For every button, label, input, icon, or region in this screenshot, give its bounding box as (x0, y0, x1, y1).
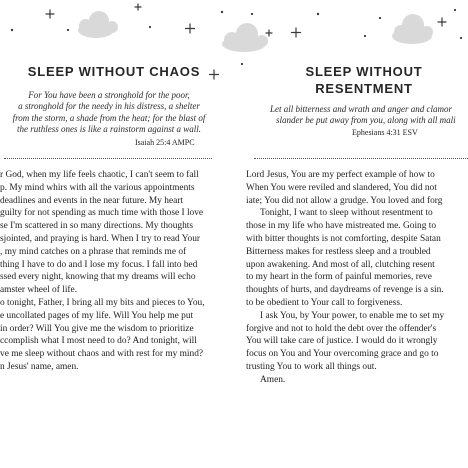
body-line: forgive and not to hold the debt over the offender's (246, 323, 437, 334)
body-line: trusting You to work all things out. (246, 361, 377, 372)
body-line: iate; You did not allow a grudge. You loved and forg (246, 195, 443, 206)
title-line: SLEEP WITHOUT (305, 64, 423, 79)
body-line: r God, when my life feels chaotic, I can't seem to fall (0, 170, 199, 180)
body-line: thoughts of hurts, and daydreams of revenge is a sin. (246, 285, 444, 296)
body-line: thing I have to do and I lose my focus. I fall into bed (0, 259, 198, 270)
scripture-reference: Isaiah 25:4 AMPC (135, 138, 195, 147)
prayer-body (246, 169, 444, 387)
body-line: amster wheel of life. (0, 285, 78, 296)
verse-line: slander be put away from you, along with all mali (276, 115, 456, 126)
body-line: Tonight, I want to sleep without resentment to (260, 208, 433, 219)
body-line: focus on You and Your overcoming grace and go to (246, 349, 439, 360)
body-line: upon awakening. And most of all, clutching resent (246, 259, 435, 270)
body-line: sjointed, and praying is hard. When I try to read Your (0, 233, 201, 244)
page-title: SLEEP WITHOUT CHAOS (27, 64, 201, 79)
body-line: deadlines and events in the near future. My heart (0, 195, 184, 206)
body-line: those in my life who have mistreated me. Going to (246, 221, 437, 232)
body-line: se I'm scattered in so many directions. My thoughts (0, 221, 194, 232)
body-line: ve me sleep without chaos and with rest for my mind? (0, 349, 204, 360)
divider (4, 158, 212, 159)
body-line: to my heart in the form of painful memories, reve (246, 272, 432, 283)
body-line: , my mind catches on a phrase that reminds me of (0, 246, 187, 257)
body-line: n Jesus' name, amen. (0, 361, 79, 372)
body-line: Lord Jesus, You are my perfect example of how to (246, 170, 435, 180)
verse-line: from the storm, a shade from the heat; for the blast of (12, 112, 206, 123)
body-line: to be obedient to Your call to forgiveness. (246, 297, 403, 308)
right-page (240, 0, 468, 468)
body-line: You will take care of justice. I would do it wrongly (246, 336, 438, 347)
verse-line: Let all bitterness and wrath and anger and clamor (270, 104, 452, 114)
verse-line: the ruthless ones is like a rainstorm against a wall. (16, 124, 201, 135)
body-line: o tonight, Father, I bring all my bits and pieces to You, (0, 297, 205, 308)
left-page (0, 0, 228, 468)
prayer-body (0, 169, 205, 374)
body-line: with bitter thoughts is not comforting, despite Satan (246, 233, 441, 244)
divider (254, 158, 468, 159)
page-title (300, 64, 428, 96)
body-line: Amen. (260, 374, 286, 385)
verse-line: For You have been a stronghold for the poor, (28, 90, 190, 100)
scripture-verse (270, 104, 456, 127)
verse-line: a stronghold for the needy in his distress, a shelter (18, 101, 200, 112)
scripture-reference: Ephesians 4:31 ESV (352, 128, 418, 137)
scripture-verse (0, 90, 218, 136)
title-line: RESENTMENT (315, 81, 413, 96)
body-line: Bitterness makes for restless sleep and a troubled (246, 246, 431, 257)
body-line: ccomplish what I most need to do? And tonight, will (0, 336, 197, 347)
body-line: in order? Will You give me the wisdom to prioritize (0, 323, 194, 334)
body-line: ssed every night, knowing that my dreams will echo (0, 272, 196, 283)
body-line: I ask You, by Your power, to enable me to set my (260, 310, 445, 321)
body-line: e uncollated pages of my life. Will You help me put (0, 310, 194, 321)
body-line: p. My mind whirs with all the various appointments (0, 182, 195, 193)
body-line: When You were reviled and slandered, You did not (246, 182, 437, 193)
body-line: guilty for not spending as much time with those I love (0, 208, 204, 219)
